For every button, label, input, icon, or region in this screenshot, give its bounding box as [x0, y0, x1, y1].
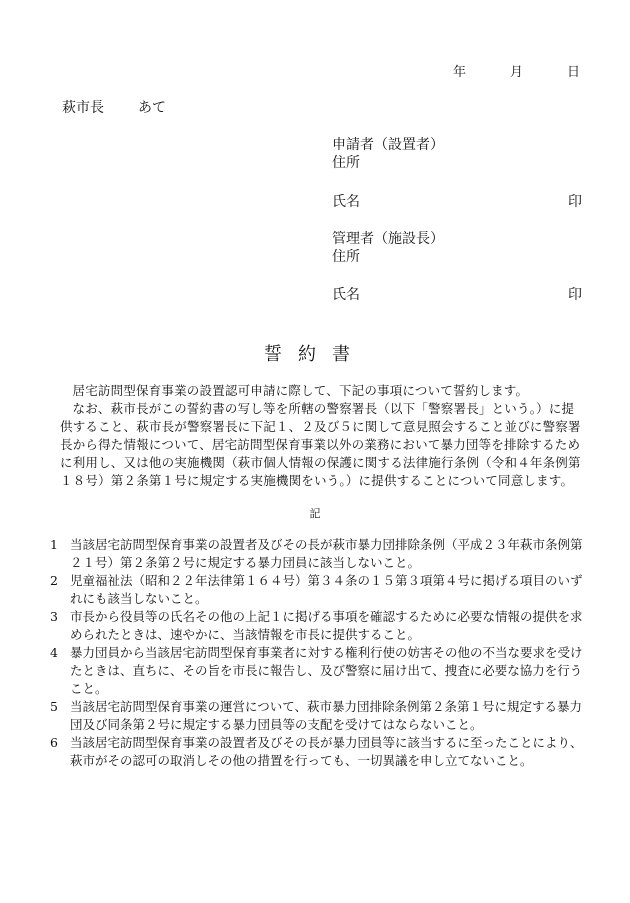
item-number: 4 — [50, 645, 58, 660]
list-item — [50, 734, 586, 770]
manager-block — [332, 230, 582, 266]
ki-heading: 記 — [309, 507, 321, 520]
items-list — [50, 536, 586, 770]
list-item — [50, 536, 586, 572]
applicant-name-row — [332, 193, 582, 211]
item-number: 3 — [50, 609, 58, 624]
item-text: 暴力団員から当該居宅訪問型保育事業者に対する権利行使の妨害その他の不当な要求を受けたときは、直ちに、その旨を市長に報告し、及び警察に届け出て、捜査に必要な協力を行うこと。 — [70, 645, 583, 696]
addressee — [62, 97, 166, 117]
date-year: 年 — [452, 65, 466, 80]
applicant-seal: 印 — [568, 194, 582, 210]
manager-label: 管理者（施設長） — [332, 231, 444, 247]
item-number: 2 — [50, 573, 58, 588]
intro-paragraphs — [60, 382, 584, 490]
document-title: 誓約書 — [264, 344, 366, 365]
intro-paragraph-2: なお、萩市長がこの誓約書の写し等を所轄の警察署長（以下「警察署長」という。）に提供すること、萩市長が警察署長に下記１、２及び５に関して意見照会すること並びに警察署長から得た情報について、居宅訪問型保育事業以外の業務において暴力団等を排除するために利用し、又は他の実施機関（萩市個人情報の保護に関する法律施行条例（令和４年条例第１８号）第２条第１号に規定する実施機関をいう。）に提供することについて同意します。 — [60, 401, 581, 488]
manager-seal: 印 — [568, 287, 582, 303]
item-text: 当該居宅訪問型保育事業の設置者及びその長が暴力団員等に該当するに至ったことにより、萩市がその認可の取消しその他の措置を行っても、一切異議を申し立てないこと。 — [70, 735, 583, 768]
date-line — [453, 61, 580, 80]
item-text: 児童福祉法（昭和２２年法律第１６４号）第３４条の１５第３項第４号に掲げる項目のいずれにも該当しないこと。 — [70, 573, 583, 606]
item-text: 当該居宅訪問型保育事業の運営について、萩市暴力団排除条例第２条第１号に規定する暴力団及び同条第２号に規定する暴力団員等の支配を受けてはならないこと。 — [70, 699, 583, 732]
manager-name-row — [332, 286, 582, 304]
list-item — [50, 698, 586, 734]
list-item — [50, 572, 586, 608]
item-number: 5 — [50, 699, 58, 714]
applicant-address-label: 住所 — [332, 155, 360, 171]
addressee-name: 萩市長 — [62, 100, 104, 116]
applicant-label: 申請者（設置者） — [332, 137, 444, 153]
list-item — [50, 608, 586, 644]
applicant-block — [332, 136, 582, 172]
item-text: 市長から役員等の氏名その他の上記１に掲げる事項を確認するために必要な情報の提供を求められたときは、速やかに、当該情報を市長に提供すること。 — [70, 609, 583, 642]
item-text: 当該居宅訪問型保育事業の設置者及びその長が萩市暴力団排除条例（平成２３年萩市条例第２１号）第２条第２号に規定する暴力団員に該当しないこと。 — [70, 537, 583, 570]
item-number: 1 — [50, 537, 58, 552]
addressee-suffix: あて — [138, 100, 166, 116]
item-number: 6 — [50, 735, 58, 750]
intro-paragraph-1: 居宅訪問型保育事業の設置認可申請に際して、下記の事項について誓約します。 — [72, 383, 529, 398]
manager-address-label: 住所 — [332, 249, 360, 265]
list-item — [50, 644, 586, 698]
date-day: 日 — [566, 65, 580, 80]
applicant-name-label: 氏名 — [332, 194, 360, 210]
manager-name-label: 氏名 — [332, 287, 360, 303]
date-month: 月 — [509, 65, 523, 80]
